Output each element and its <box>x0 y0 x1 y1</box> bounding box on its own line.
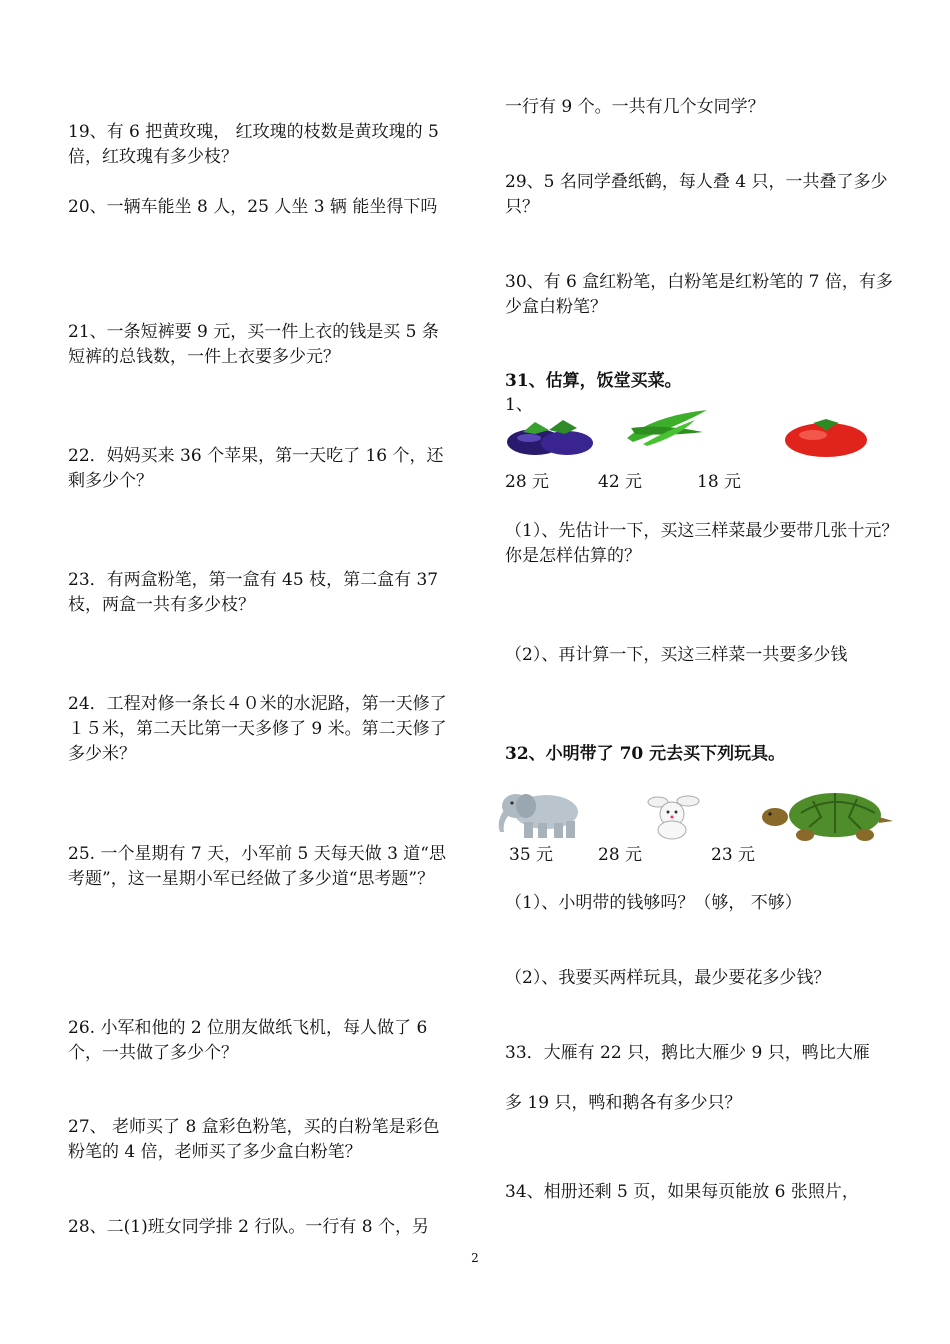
rabbit-icon <box>628 792 716 840</box>
price-rabbit: 28 元 <box>598 845 643 865</box>
question-28-continued: 一行有 9 个。一共有几个女同学？ <box>505 97 765 117</box>
price-tomato: 18 元 <box>697 472 742 492</box>
question-32-part-1: （1）、小明带的钱够吗？（够， 不够） <box>505 893 802 913</box>
page-number: 2 <box>471 1251 479 1265</box>
question-32-prices <box>505 843 905 868</box>
eggplant-icon <box>505 412 595 458</box>
question-23: 23．有两盒粉笔，第一盒有 45 枝，第二盒有 37 枝，两盒一共有多少枝？ <box>68 570 439 615</box>
elephant-icon <box>490 788 590 840</box>
question-31-sub: 1、 <box>505 395 533 415</box>
question-31-part-2: （2）、再计算一下，买这三样菜一共要多少钱 <box>505 645 848 665</box>
question-31-part-1: （1）、先估计一下，买这三样菜最少要带几张十元？你是怎样估算的？ <box>505 521 899 566</box>
price-green-beans: 42 元 <box>598 472 643 492</box>
question-25: 25. 一个星期有 7 天，小军前 5 天每天做 3 道“思考题”，这一星期小军已经做了多少道“思考题”？ <box>68 844 447 889</box>
question-30: 30、有 6 盒红粉笔，白粉笔是红粉笔的 7 倍，有多少盒白粉笔？ <box>505 272 893 317</box>
question-29: 29、5 名同学叠纸鹤，每人叠 4 只，一共叠了多少只？ <box>505 172 888 217</box>
green-beans-icon <box>623 406 711 446</box>
question-31-prices <box>505 470 905 495</box>
question-31-title: 31、估算，饭堂买菜。 <box>505 371 682 391</box>
price-elephant: 35 元 <box>509 845 554 865</box>
question-26: 26. 小军和他的 2 位朋友做纸飞机，每人做了 6 个，一共做了多少个？ <box>68 1018 428 1063</box>
question-33-line-1: 33．大雁有 22 只，鹅比大雁少 9 只，鸭比大雁 <box>505 1043 870 1063</box>
turtle-icon <box>761 787 896 843</box>
question-33-line-2: 多 19 只，鸭和鹅各有多少只？ <box>505 1093 742 1113</box>
question-20: 20、一辆车能坐 8 人，25 人坐 3 辆 能坐得下吗 <box>68 197 438 217</box>
tomato-icon <box>783 413 869 459</box>
question-34: 34、相册还剩 5 页，如果每页能放 6 张照片， <box>505 1182 859 1202</box>
question-19: 19、有 6 把黄玫瑰， 红玫瑰的枝数是黄玫瑰的 5 倍，红玫瑰有多少枝？ <box>68 122 439 167</box>
price-turtle: 23 元 <box>711 845 756 865</box>
question-22: 22．妈妈买来 36 个苹果，第一天吃了 16 个，还剩多少个？ <box>68 446 444 491</box>
question-32-title: 32、小明带了 70 元去买下列玩具。 <box>505 744 786 764</box>
question-28: 28、二(1)班女同学排 2 行队。一行有 8 个，另 <box>68 1217 429 1237</box>
question-32-part-2: （2）、我要买两样玩具，最少要花多少钱？ <box>505 968 831 988</box>
question-24: 24．工程对修一条长４０米的水泥路，第一天修了１５米，第二天比第一天多修了 9 米。第二天修了多少米？ <box>68 694 447 764</box>
question-27: 27、 老师买了 8 盒彩色粉笔，买的白粉笔是彩色粉笔的 4 倍，老师买了多少盒白粉笔？ <box>68 1117 440 1162</box>
price-eggplant: 28 元 <box>505 472 550 492</box>
question-21: 21、一条短裤要 9 元，买一件上衣的钱是买 5 条短裤的总钱数，一件上衣要多少元？ <box>68 322 439 367</box>
